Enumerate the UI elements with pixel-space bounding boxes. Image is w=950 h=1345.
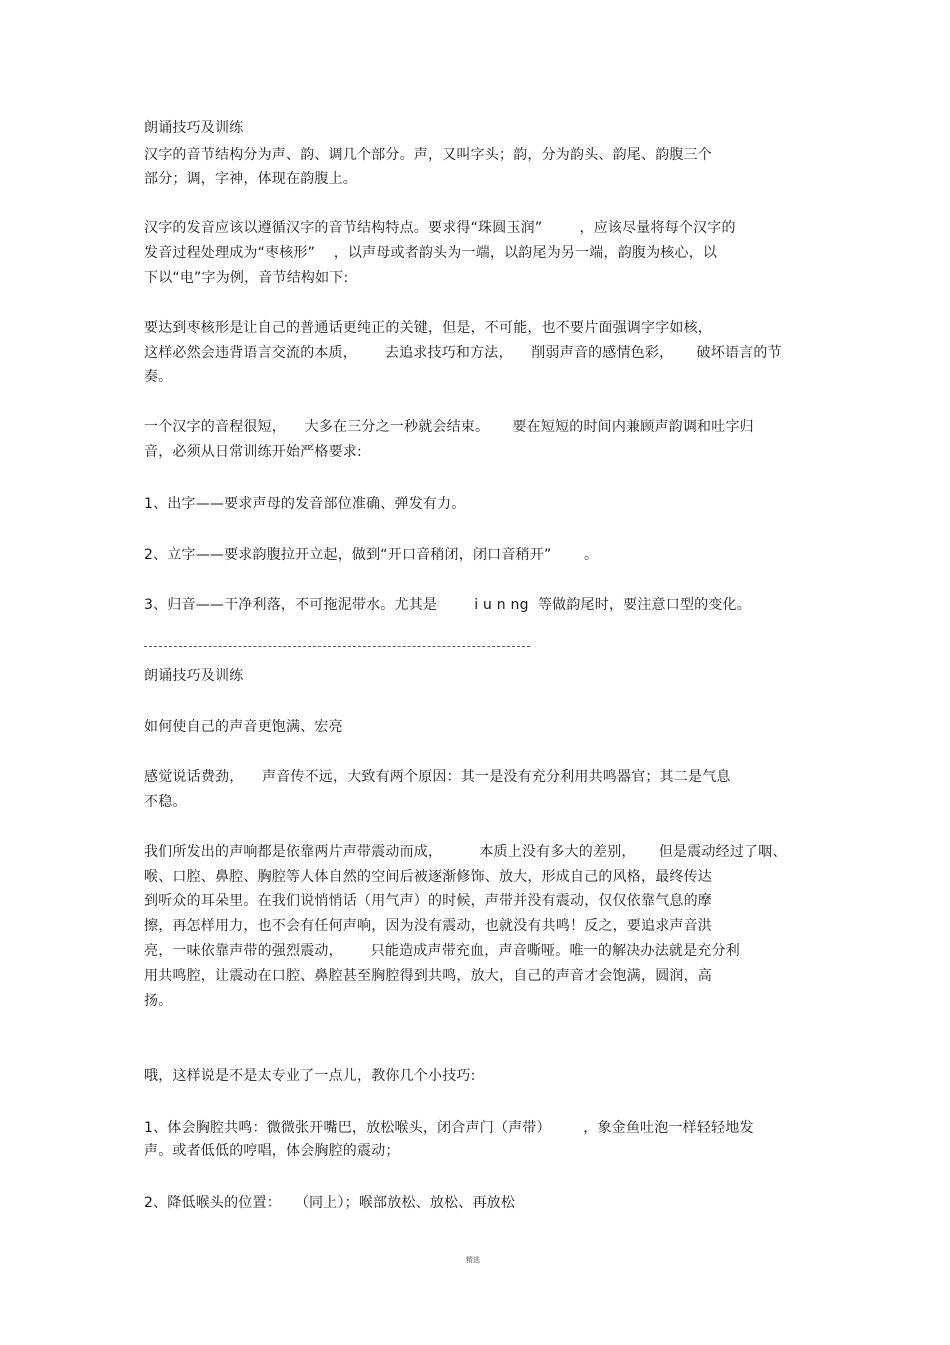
s2-p2-line6: 用共鸣腔，让震动在口腔、鼻腔甚至胸腔得到共鸣，放大，自己的声音才会饱满，圆润，高 bbox=[144, 968, 712, 984]
s1-p4-line1: 一个汉字的音程很短， 大多在三分之一秒就会结束。 要在短短的时间内兼顾声韵调和吐字归 bbox=[144, 419, 754, 435]
s2-p2-line7: 扬。 bbox=[144, 993, 173, 1009]
s2-p1-line2: 不稳。 bbox=[144, 794, 187, 810]
tip-1-line2: 声。或者低低的哼唱，体会胸腔的震动； bbox=[144, 1143, 400, 1159]
s1-p1-line2: 部分；调，字神，体现在韵腹上。 bbox=[144, 171, 357, 187]
s2-p2-line1: 我们所发出的声响都是依靠两片声带震动而成， 本质上没有多大的差别， 但是震动经过了咽、 bbox=[144, 844, 787, 860]
section2-subtitle: 如何使自己的声音更饱满、宏亮 bbox=[144, 719, 343, 735]
s1-p2-line1: 汉字的发音应该以遵循汉字的音节结构特点。要求得“珠圆玉润” ，应该尽量将每个汉字的 bbox=[144, 220, 736, 236]
s2-p1-line1: 感觉说话费劲， 声音传不远，大致有两个原因：其一是没有充分利用共鸣器官；其二是气息 bbox=[144, 769, 731, 785]
section1-title: 朗诵技巧及训练 bbox=[144, 120, 244, 136]
page-footer: 精选 bbox=[466, 1256, 480, 1264]
tip-1-line1: 1、体会胸腔共鸣：微微张开嘴巴，放松喉头，闭合声门（声带） ，象金鱼吐泡一样轻轻地发 bbox=[144, 1120, 754, 1136]
s1-p3-line1: 要达到枣核形是让自己的普通话更纯正的关键，但是，不可能，也不要片面强调字字如核， bbox=[144, 320, 712, 336]
list-item-1: 1、出字——要求声母的发音部位准确、弹发有力。 bbox=[144, 496, 466, 512]
s1-p2-line2: 发音过程处理成为“枣核形” ，以声母或者韵头为一端，以韵尾为另一端，韵腹为核心，以 bbox=[144, 245, 718, 261]
s2-p2-line3: 到听众的耳朵里。在我们说悄悄话（用气声）的时候，声带并没有震动，仅仅依靠气息的摩 bbox=[144, 893, 712, 909]
tip-2: 2、降低喉头的位置： （同上）；喉部放松、放松、再放松 bbox=[144, 1195, 516, 1211]
list-item-2: 2、立字——要求韵腹拉开立起，做到“开口音稍闭，闭口音稍开” 。 bbox=[144, 547, 599, 563]
s1-p4-line2: 音，必须从日常训练开始严格要求: bbox=[144, 444, 362, 460]
s1-p3-line2: 这样必然会违背语言交流的本质， 去追求技巧和方法， 削弱声音的感情色彩， 破坏语言的节 bbox=[144, 345, 782, 361]
s2-p2-line5: 亮，一味依靠声带的强烈震动， 只能造成声带充血，声音嘶哑。唯一的解决办法就是充分利 bbox=[144, 943, 740, 959]
section-divider bbox=[144, 646, 530, 647]
section2-title: 朗诵技巧及训练 bbox=[144, 668, 244, 684]
s1-p2-line3: 下以“电”字为例，音节结构如下: bbox=[144, 270, 349, 286]
s2-p3: 哦，这样说是不是太专业了一点儿，教你几个小技巧: bbox=[144, 1068, 476, 1084]
list-item-3: 3、归音——干净利落，不可拖泥带水。尤其是 i u n ng 等做韵尾时，要注意口型的变化。 bbox=[144, 597, 751, 613]
s1-p3-line3: 奏。 bbox=[144, 369, 173, 385]
s2-p2-line4: 擦，再怎样用力，也不会有任何声响，因为没有震动，也就没有共鸣！反之，要追求声音洪 bbox=[144, 918, 712, 934]
s2-p2-line2: 喉、口腔、鼻腔、胸腔等人体自然的空间后被逐渐修饰、放大，形成自己的风格，最终传达 bbox=[144, 869, 712, 885]
s1-p1-line1: 汉字的音节结构分为声、韵、调几个部分。声，又叫字头；韵，分为韵头、韵尾、韵腹三个 bbox=[144, 147, 712, 163]
